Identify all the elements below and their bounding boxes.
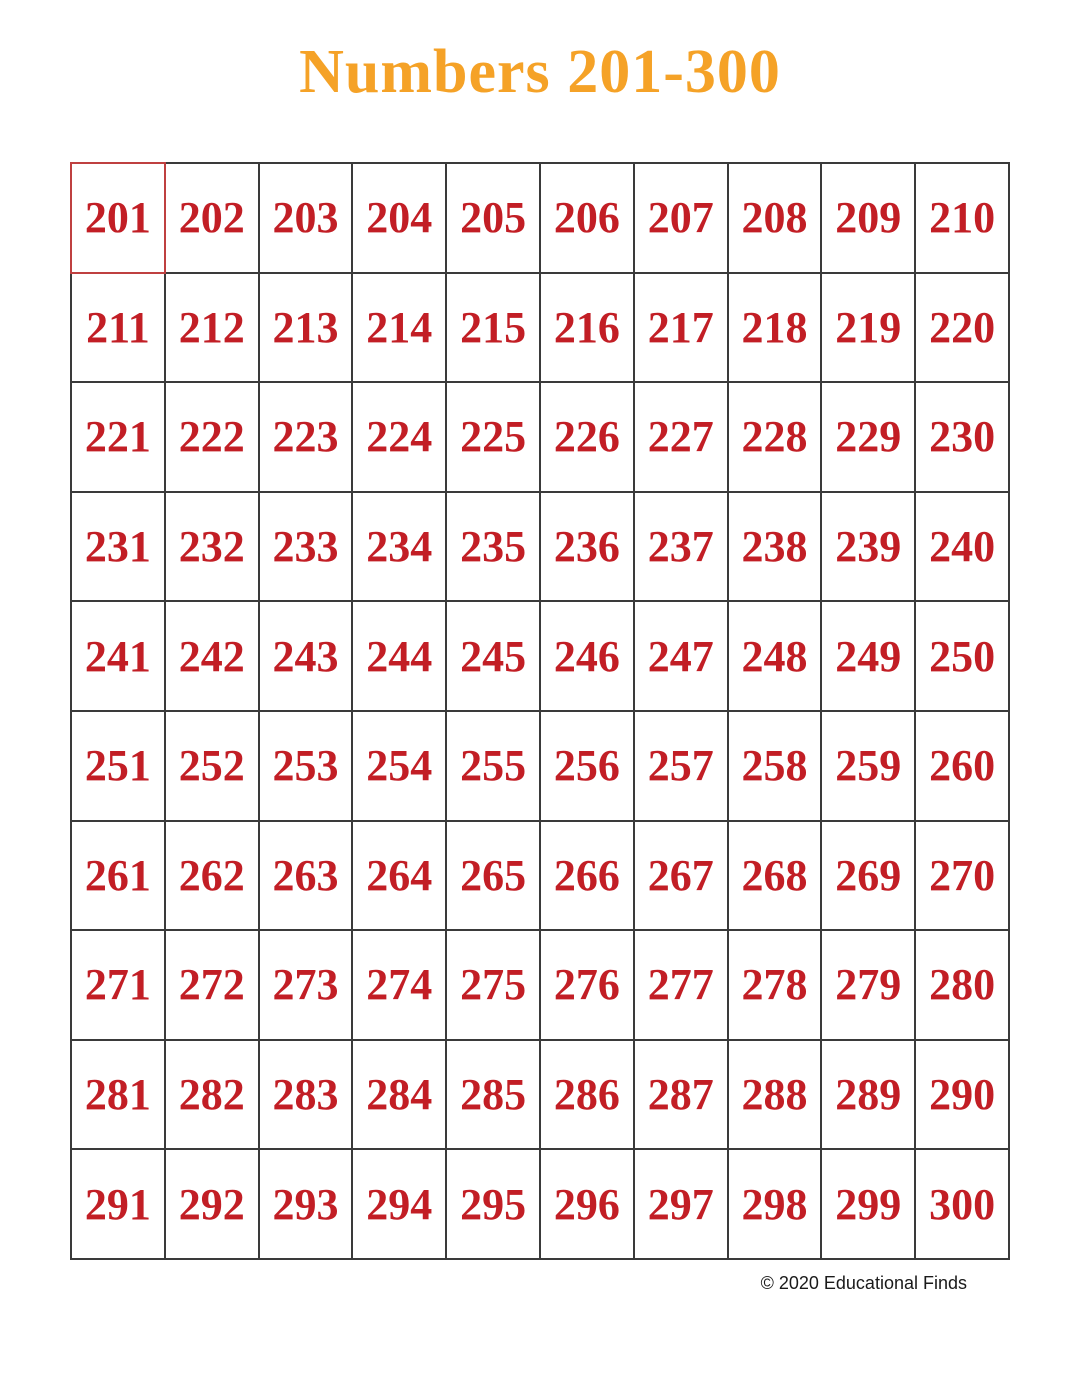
grid-row bbox=[71, 601, 1009, 711]
grid-cell-237: 237 bbox=[634, 492, 728, 602]
grid-cell-262: 262 bbox=[165, 821, 259, 931]
grid-cell-205: 205 bbox=[446, 163, 540, 273]
grid-cell-236: 236 bbox=[540, 492, 634, 602]
grid-cell-298: 298 bbox=[728, 1149, 822, 1259]
grid-cell-224: 224 bbox=[352, 382, 446, 492]
grid-cell-208: 208 bbox=[728, 163, 822, 273]
grid-cell-203: 203 bbox=[259, 163, 353, 273]
grid-cell-300: 300 bbox=[915, 1149, 1009, 1259]
grid-cell-286: 286 bbox=[540, 1040, 634, 1150]
grid-cell-283: 283 bbox=[259, 1040, 353, 1150]
grid-cell-282: 282 bbox=[165, 1040, 259, 1150]
grid-cell-246: 246 bbox=[540, 601, 634, 711]
grid-cell-255: 255 bbox=[446, 711, 540, 821]
grid-cell-240: 240 bbox=[915, 492, 1009, 602]
grid-cell-295: 295 bbox=[446, 1149, 540, 1259]
grid-cell-229: 229 bbox=[821, 382, 915, 492]
grid-cell-259: 259 bbox=[821, 711, 915, 821]
grid-cell-244: 244 bbox=[352, 601, 446, 711]
grid-row bbox=[71, 1040, 1009, 1150]
grid-cell-281: 281 bbox=[71, 1040, 165, 1150]
grid-cell-284: 284 bbox=[352, 1040, 446, 1150]
grid-cell-293: 293 bbox=[259, 1149, 353, 1259]
grid-row bbox=[71, 821, 1009, 931]
grid-row bbox=[71, 1149, 1009, 1259]
grid-cell-210: 210 bbox=[915, 163, 1009, 273]
grid-cell-264: 264 bbox=[352, 821, 446, 931]
grid-cell-231: 231 bbox=[71, 492, 165, 602]
grid-cell-257: 257 bbox=[634, 711, 728, 821]
grid-cell-239: 239 bbox=[821, 492, 915, 602]
grid-cell-273: 273 bbox=[259, 930, 353, 1040]
grid-row bbox=[71, 930, 1009, 1040]
grid-cell-232: 232 bbox=[165, 492, 259, 602]
grid-cell-253: 253 bbox=[259, 711, 353, 821]
grid-row bbox=[71, 382, 1009, 492]
grid-cell-263: 263 bbox=[259, 821, 353, 931]
grid-cell-272: 272 bbox=[165, 930, 259, 1040]
grid-cell-243: 243 bbox=[259, 601, 353, 711]
grid-cell-269: 269 bbox=[821, 821, 915, 931]
grid-cell-212: 212 bbox=[165, 273, 259, 383]
grid-cell-288: 288 bbox=[728, 1040, 822, 1150]
grid-cell-228: 228 bbox=[728, 382, 822, 492]
grid-cell-247: 247 bbox=[634, 601, 728, 711]
grid-cell-256: 256 bbox=[540, 711, 634, 821]
grid-cell-294: 294 bbox=[352, 1149, 446, 1259]
number-grid bbox=[70, 162, 1010, 1260]
grid-cell-227: 227 bbox=[634, 382, 728, 492]
grid-cell-285: 285 bbox=[446, 1040, 540, 1150]
grid-cell-245: 245 bbox=[446, 601, 540, 711]
grid-cell-201: 201 bbox=[71, 163, 165, 273]
grid-cell-213: 213 bbox=[259, 273, 353, 383]
grid-cell-242: 242 bbox=[165, 601, 259, 711]
grid-cell-204: 204 bbox=[352, 163, 446, 273]
grid-cell-290: 290 bbox=[915, 1040, 1009, 1150]
grid-cell-280: 280 bbox=[915, 930, 1009, 1040]
grid-cell-254: 254 bbox=[352, 711, 446, 821]
grid-cell-252: 252 bbox=[165, 711, 259, 821]
grid-row bbox=[71, 492, 1009, 602]
grid-cell-271: 271 bbox=[71, 930, 165, 1040]
grid-cell-278: 278 bbox=[728, 930, 822, 1040]
grid-cell-221: 221 bbox=[71, 382, 165, 492]
grid-cell-214: 214 bbox=[352, 273, 446, 383]
grid-cell-249: 249 bbox=[821, 601, 915, 711]
grid-cell-241: 241 bbox=[71, 601, 165, 711]
grid-cell-275: 275 bbox=[446, 930, 540, 1040]
grid-cell-276: 276 bbox=[540, 930, 634, 1040]
grid-row bbox=[71, 711, 1009, 821]
grid-row bbox=[71, 273, 1009, 383]
grid-cell-270: 270 bbox=[915, 821, 1009, 931]
grid-cell-250: 250 bbox=[915, 601, 1009, 711]
grid-cell-258: 258 bbox=[728, 711, 822, 821]
grid-cell-219: 219 bbox=[821, 273, 915, 383]
grid-cell-225: 225 bbox=[446, 382, 540, 492]
grid-cell-274: 274 bbox=[352, 930, 446, 1040]
grid-cell-260: 260 bbox=[915, 711, 1009, 821]
grid-cell-261: 261 bbox=[71, 821, 165, 931]
grid-cell-235: 235 bbox=[446, 492, 540, 602]
grid-cell-265: 265 bbox=[446, 821, 540, 931]
grid-cell-238: 238 bbox=[728, 492, 822, 602]
page-title: Numbers 201-300 bbox=[299, 38, 781, 106]
grid-cell-267: 267 bbox=[634, 821, 728, 931]
number-grid-body bbox=[71, 163, 1009, 1259]
grid-cell-202: 202 bbox=[165, 163, 259, 273]
copyright-notice: © 2020 Educational Finds bbox=[760, 1273, 967, 1293]
grid-cell-209: 209 bbox=[821, 163, 915, 273]
grid-row bbox=[71, 163, 1009, 273]
grid-cell-251: 251 bbox=[71, 711, 165, 821]
grid-cell-287: 287 bbox=[634, 1040, 728, 1150]
grid-cell-218: 218 bbox=[728, 273, 822, 383]
grid-cell-226: 226 bbox=[540, 382, 634, 492]
grid-cell-217: 217 bbox=[634, 273, 728, 383]
grid-cell-223: 223 bbox=[259, 382, 353, 492]
grid-cell-222: 222 bbox=[165, 382, 259, 492]
grid-cell-220: 220 bbox=[915, 273, 1009, 383]
grid-cell-206: 206 bbox=[540, 163, 634, 273]
grid-cell-230: 230 bbox=[915, 382, 1009, 492]
grid-cell-279: 279 bbox=[821, 930, 915, 1040]
grid-cell-207: 207 bbox=[634, 163, 728, 273]
grid-cell-233: 233 bbox=[259, 492, 353, 602]
grid-cell-215: 215 bbox=[446, 273, 540, 383]
grid-cell-297: 297 bbox=[634, 1149, 728, 1259]
grid-cell-216: 216 bbox=[540, 273, 634, 383]
grid-cell-299: 299 bbox=[821, 1149, 915, 1259]
grid-cell-234: 234 bbox=[352, 492, 446, 602]
grid-cell-296: 296 bbox=[540, 1149, 634, 1259]
grid-cell-248: 248 bbox=[728, 601, 822, 711]
grid-cell-277: 277 bbox=[634, 930, 728, 1040]
grid-cell-289: 289 bbox=[821, 1040, 915, 1150]
grid-cell-266: 266 bbox=[540, 821, 634, 931]
grid-cell-268: 268 bbox=[728, 821, 822, 931]
grid-cell-292: 292 bbox=[165, 1149, 259, 1259]
grid-cell-211: 211 bbox=[71, 273, 165, 383]
grid-cell-291: 291 bbox=[71, 1149, 165, 1259]
